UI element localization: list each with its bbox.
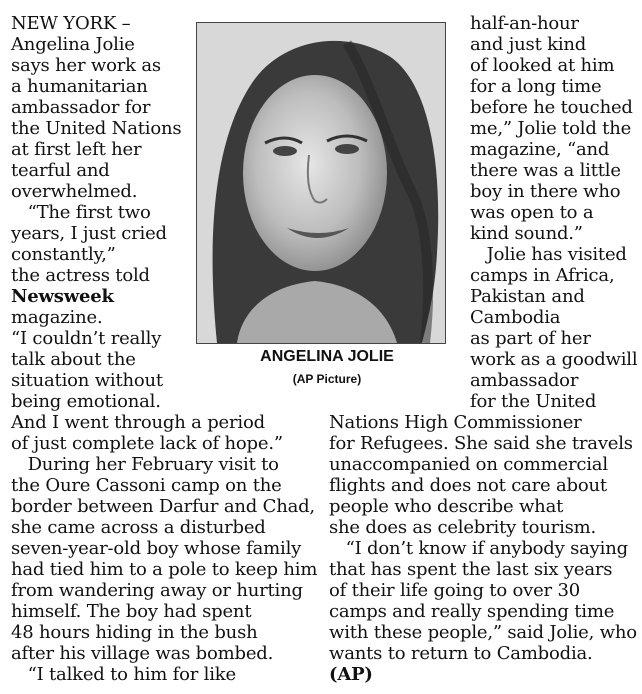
article-line: of just complete lack of hope.”	[11, 433, 283, 454]
article-line: of their life going to over 30	[329, 580, 580, 601]
article-line: Nations High Commissioner	[329, 412, 582, 433]
article-line: “I couldn’t really	[11, 328, 162, 349]
article-line: for the United	[470, 391, 597, 412]
article-line: ambassador for	[11, 97, 151, 118]
article-line: people who describe what	[329, 496, 564, 517]
article-line: for Refugees. She said she travels	[329, 433, 633, 454]
article-line: being emotional.	[11, 391, 161, 412]
article-line: tearful and	[11, 160, 110, 181]
article-line: at first left her	[11, 139, 142, 160]
article-line: overwhelmed.	[11, 181, 138, 202]
article-line: “I talked to him for like	[11, 664, 236, 685]
article-line: as part of her	[470, 328, 591, 349]
article-line: unaccompanied on commercial	[329, 454, 608, 475]
article-line: before he touched	[470, 97, 633, 118]
article-line: had tied him to a pole to keep him	[11, 559, 318, 580]
article-line: was open to a	[470, 202, 594, 223]
article-line: magazine.	[11, 307, 103, 328]
article-line-publication: Newsweek	[11, 286, 114, 307]
article-line: camps and really spending time	[329, 601, 615, 622]
article-line: years, I just cried	[11, 223, 167, 244]
article-line: NEW YORK –	[11, 13, 131, 34]
article-line: kind sound.”	[470, 223, 583, 244]
article-line: that has spent the last six years	[329, 559, 613, 580]
article-line: and just kind	[470, 34, 587, 55]
article-line: seven-year-old boy whose family	[11, 538, 302, 559]
article-line: for a long time	[470, 76, 602, 97]
article-line: the Oure Cassoni camp on the	[11, 475, 282, 496]
article-line: camps in Africa,	[470, 265, 615, 286]
article-line: Pakistan and	[470, 286, 585, 307]
article-line: she does as celebrity tourism.	[329, 517, 597, 538]
article-line: magazine, “and	[470, 139, 610, 160]
article-line: During her February visit to	[11, 454, 279, 475]
article-line: with these people,” said Jolie, who	[329, 622, 637, 643]
article-line: Cambodia	[470, 307, 561, 328]
article-line: Angelina Jolie	[11, 34, 135, 55]
article-line: from wandering away or hurting	[11, 580, 303, 601]
article-line: himself. The boy had spent	[11, 601, 252, 622]
article-line: border between Darfur and Chad,	[11, 496, 315, 517]
article-line: says her work as	[11, 55, 161, 76]
article-source-tag: (AP)	[329, 664, 373, 685]
article-line: And I went through a period	[11, 412, 265, 433]
article-line: constantly,”	[11, 244, 116, 265]
article-line: “I don’t know if anybody saying	[329, 538, 628, 559]
article-line: after his village was bombed.	[11, 643, 274, 664]
photo-caption: ANGELINA JOLIE	[260, 348, 394, 365]
article-line: situation without	[11, 370, 163, 391]
article-line: wants to return to Cambodia.	[329, 643, 593, 664]
photo-credit: (AP Picture)	[292, 372, 362, 386]
article-line: of looked at him	[470, 55, 615, 76]
article-line: the United Nations	[11, 118, 182, 139]
article-line: 48 hours hiding in the bush	[11, 622, 258, 643]
article-line: flights and does not care about	[329, 475, 607, 496]
article-line: talk about the	[11, 349, 136, 370]
article-line: work as a goodwill	[470, 349, 638, 370]
article-line: the actress told	[11, 265, 150, 286]
article-line: ambassador	[470, 370, 579, 391]
portrait-photo	[196, 22, 446, 344]
article-line: a humanitarian	[11, 76, 148, 97]
article-line: half-an-hour	[470, 13, 579, 34]
article-line: me,” Jolie told the	[470, 118, 632, 139]
article-line: “The first two	[11, 202, 151, 223]
article-line: there was a little	[470, 160, 621, 181]
article-line: she came across a disturbed	[11, 517, 266, 538]
article-line: boy in there who	[470, 181, 621, 202]
article-line: Jolie has visited	[470, 244, 627, 265]
